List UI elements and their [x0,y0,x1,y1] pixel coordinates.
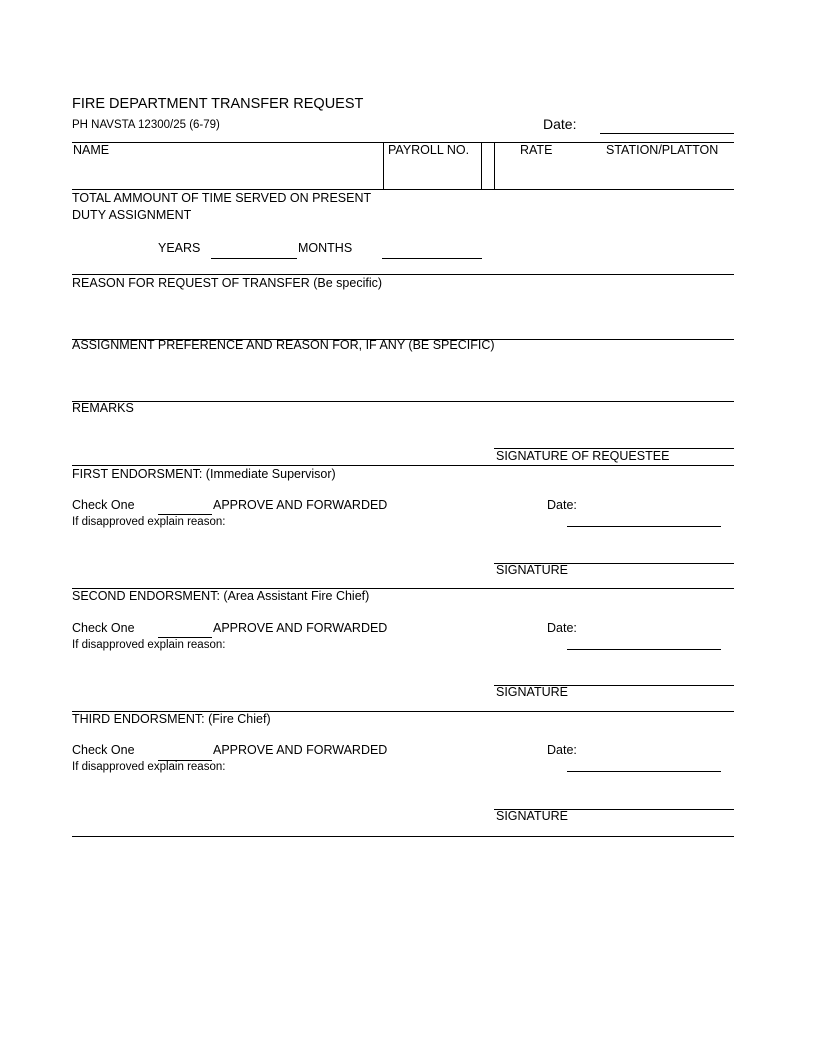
form-number: PH NAVSTA 12300/25 (6-79) [72,119,220,131]
endorsement-3-date-field[interactable] [567,771,721,772]
payroll-label: PAYROLL NO. [388,143,470,157]
months-field[interactable] [382,258,482,259]
header-date-label: Date: [543,116,577,132]
endorsement-2-date-field[interactable] [567,649,721,650]
endorsement-2-check-field[interactable] [158,637,212,638]
reason-label: REASON FOR REQUEST OF TRANSFER (Be specific) [72,276,383,290]
endorsement-1-signature-label: SIGNATURE [496,563,568,577]
preference-label: ASSIGNMENT PREFERENCE AND REASON FOR, IF ANY (BE SPECIFIC) [72,338,495,352]
endorsement-2-signature-label: SIGNATURE [496,685,568,699]
endorsement-1-check-field[interactable] [158,514,212,515]
endorsement-1-disapproved: If disapproved explain reason: [72,516,226,528]
column-divider [494,142,495,189]
time-served-label-2: DUTY ASSIGNMENT [72,208,192,222]
name-label: NAME [73,143,110,157]
header-row-bottom-rule [72,189,734,190]
endorsement-3-disapproved: If disapproved explain reason: [72,761,226,773]
endorsement-3-approve: APPROVE AND FORWARDED [213,743,388,757]
endorsement-1-check-one: Check One [72,498,135,512]
endorsement-3-check-one: Check One [72,743,135,757]
endorsement-2-approve: APPROVE AND FORWARDED [213,621,388,635]
station-label: STATION/PLATTON [606,143,719,157]
endorsement-3-date-label: Date: [547,743,577,757]
header-date-field[interactable] [600,133,734,134]
endorsement-1-date-field[interactable] [567,526,721,527]
preference-field[interactable] [72,401,734,402]
section-rule [72,465,734,466]
endorsement-3-signature-label: SIGNATURE [496,809,568,823]
time-served-label-1: TOTAL AMMOUNT OF TIME SERVED ON PRESENT [72,191,372,205]
endorsement-2-disapproved: If disapproved explain reason: [72,639,226,651]
years-field[interactable] [211,258,297,259]
form-title: FIRE DEPARTMENT TRANSFER REQUEST [72,96,364,112]
requestee-signature-label: SIGNATURE OF REQUESTEE [496,449,670,463]
column-divider [481,142,482,189]
months-label: MONTHS [298,241,353,255]
remarks-label: REMARKS [72,401,134,415]
rate-label: RATE [520,143,553,157]
endorsement-2-title: SECOND ENDORSMENT: (Area Assistant Fire Chief) [72,589,370,603]
endorsement-2-date-label: Date: [547,621,577,635]
endorsement-2-check-one: Check One [72,621,135,635]
endorsement-1-date-label: Date: [547,498,577,512]
column-divider [383,142,384,189]
section-rule [72,836,734,837]
endorsement-3-title: THIRD ENDORSMENT: (Fire Chief) [72,712,271,726]
endorsement-1-approve: APPROVE AND FORWARDED [213,498,388,512]
section-rule [72,274,734,275]
years-label: YEARS [158,241,201,255]
endorsement-1-title: FIRST ENDORSMENT: (Immediate Supervisor) [72,467,336,481]
